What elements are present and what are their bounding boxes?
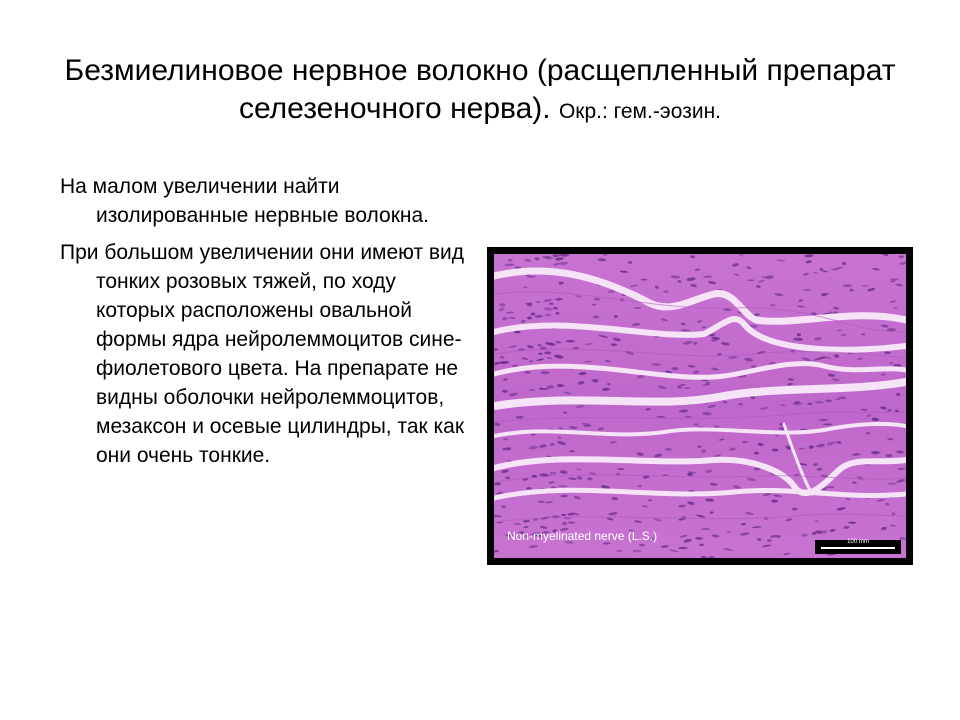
- scale-label: 100 mm: [847, 539, 869, 545]
- stain-note: Окр.: гем.-эозин.: [558, 100, 722, 123]
- title-text: Безмиелиновое нервное волокно (расщепленный препарат селезеночного нерва).: [64, 54, 896, 125]
- micrograph-caption: Non-myelinated nerve (L.S.): [507, 529, 658, 543]
- nucleus: [535, 315, 544, 318]
- nucleus: [825, 400, 832, 402]
- nucleus: [814, 520, 819, 522]
- scale-bar: [815, 540, 901, 554]
- nucleus: [823, 424, 833, 426]
- micrograph-frame: [487, 247, 913, 565]
- description-block: [60, 172, 480, 478]
- micrograph-image: [494, 254, 906, 558]
- scale-line: [821, 547, 895, 549]
- slide-title: [60, 52, 900, 131]
- nucleus: [843, 284, 853, 287]
- nucleus: [526, 487, 532, 490]
- paragraph-high-magnification: При большом увеличении они имеют вид тонких розовых тяжей, по ходу которых расположены овальной формы ядра нейролеммоцитов сине-фиолетового цвета. На препарате не видны оболочки нейролеммоцитов, мезаксон и осевые цилиндры, так как они очень тонкие.: [60, 241, 465, 467]
- paragraph-low-magnification: На малом увеличении найти изолированные нервные волокна.: [60, 175, 430, 227]
- nucleus: [792, 508, 797, 511]
- nucleus: [819, 268, 823, 270]
- nucleus: [678, 547, 687, 549]
- nucleus: [871, 451, 880, 454]
